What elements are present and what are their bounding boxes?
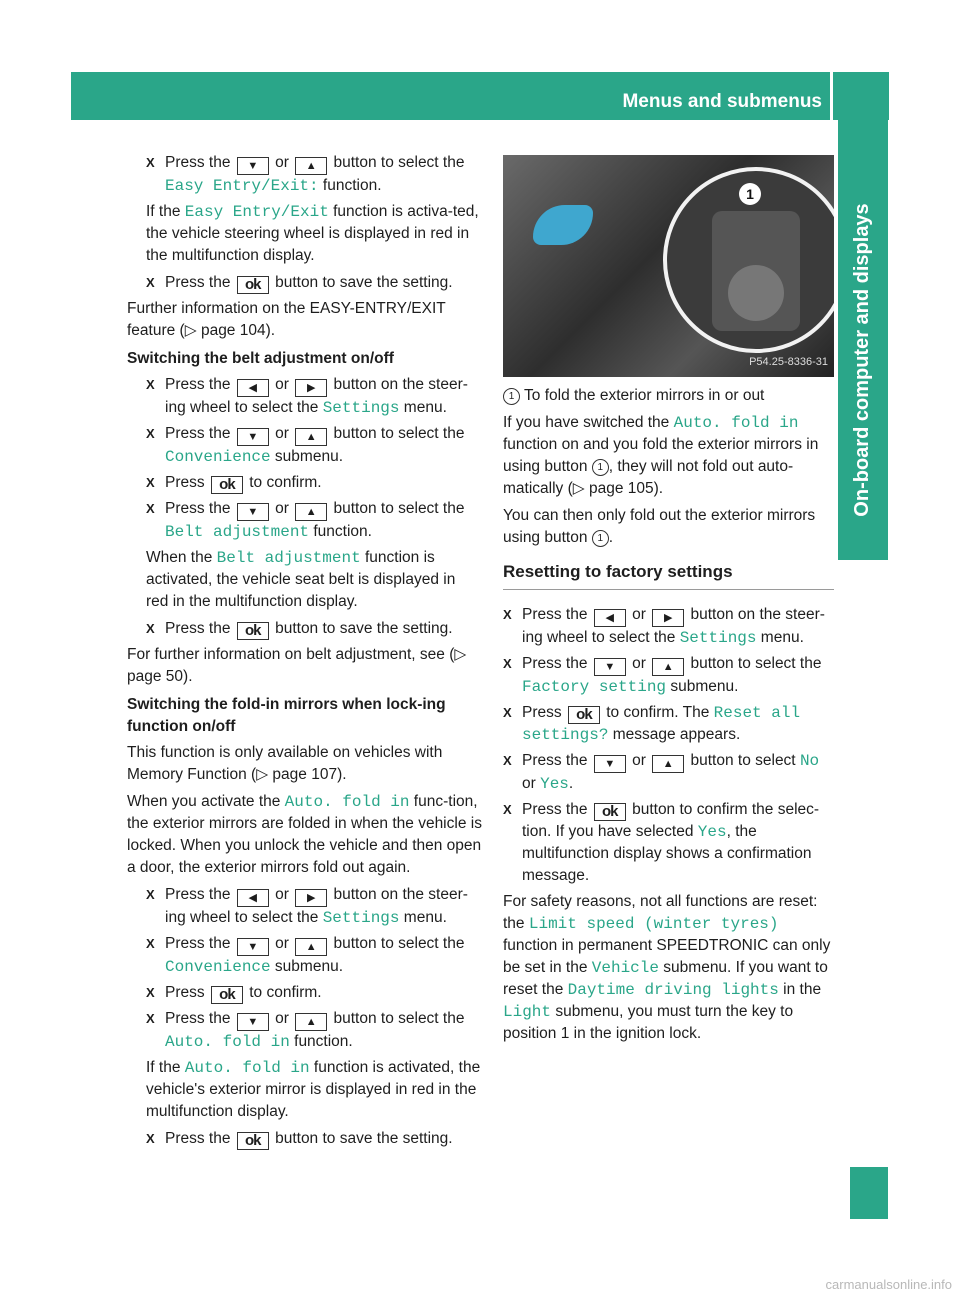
display-text: Auto. fold in — [165, 1033, 290, 1051]
display-text: Limit speed (winter tyres) — [528, 915, 779, 933]
text: button to confirm the selec-tion. If you have selected — [522, 801, 820, 840]
button-symbol: ▼ — [237, 503, 269, 521]
paragraph — [146, 1057, 482, 1123]
paragraph — [127, 644, 482, 688]
text: Further information on the EASY-ENTRY/EXIT feature (▷ page 104). — [127, 300, 446, 339]
text: Press the — [165, 935, 235, 952]
text: function is activated, the vehicle seat belt is displayed in red in the multifunction display. — [146, 549, 456, 610]
text: or — [270, 500, 294, 517]
text: Press the — [165, 425, 235, 442]
text: to confirm. The — [601, 704, 714, 721]
button-symbol: ok — [237, 276, 269, 294]
text: You can then only fold out the exterior mirrors using button — [503, 507, 816, 546]
button-symbol: ▼ — [594, 658, 626, 676]
text: button to select the — [329, 500, 465, 517]
button-symbol: ok — [568, 706, 600, 724]
button-symbol: ▼ — [237, 1013, 269, 1031]
mirror-adjust-pad — [728, 265, 784, 321]
text: submenu. — [270, 958, 344, 975]
text: button on the steer-ing wheel to select the — [165, 376, 468, 416]
instruction-step — [503, 604, 834, 649]
button-symbol: ▶ — [295, 379, 327, 397]
text: This function is only available on vehicles with Memory Function (▷ page 107). — [127, 744, 443, 783]
text: button on the steer-ing wheel to select the — [165, 886, 468, 926]
button-symbol: ok — [594, 803, 626, 821]
text: func-tion, the exterior mirrors are folded in when the vehicle is locked. When you unlock the vehicle and then open a door, the exterior mirrors fold out again. — [127, 793, 482, 876]
text: For further information on belt adjustment, see (▷ page 50). — [127, 646, 467, 685]
right-column — [503, 385, 834, 1050]
callout-reference: 1 — [503, 388, 520, 405]
button-symbol: ◀ — [594, 609, 626, 627]
text: If you have switched the — [503, 414, 674, 431]
text: button on the steer-ing wheel to select the — [522, 606, 825, 646]
text: . — [568, 775, 574, 792]
display-text: Auto. fold in — [184, 1059, 310, 1077]
instruction-step — [146, 982, 482, 1004]
text: Press the — [522, 606, 592, 623]
magnified-detail — [663, 167, 834, 353]
text: function is activa-ted, the vehicle steering wheel is displayed in red in the multifunction display. — [146, 203, 479, 264]
paragraph — [127, 298, 482, 342]
text: Press the — [165, 500, 235, 517]
instruction-step — [146, 472, 482, 494]
text: Press the — [165, 274, 235, 291]
instruction-step — [146, 272, 482, 294]
paragraph — [146, 547, 482, 613]
section-heading — [127, 694, 482, 738]
display-text: Settings — [322, 909, 400, 927]
display-text: Easy Entry/Exit — [184, 203, 329, 221]
text: Press the — [165, 1130, 235, 1147]
text: For safety reasons, not all functions are reset: the — [503, 893, 818, 932]
button-symbol: ▶ — [652, 609, 684, 627]
display-text: Daytime driving lights — [567, 981, 779, 999]
text: function on and you fold the exterior mirrors in using button — [503, 436, 819, 475]
text: . — [608, 529, 614, 546]
text: submenu, you must turn the key to position 1 in the ignition lock. — [503, 1003, 794, 1042]
display-text: Factory setting — [522, 678, 667, 696]
instruction-step — [146, 498, 482, 543]
section-title: Menus and submenus — [622, 91, 822, 112]
button-symbol: ok — [211, 986, 243, 1004]
display-text: Light — [503, 1003, 552, 1021]
text: button to select the — [686, 655, 822, 672]
text: menu. — [399, 399, 447, 416]
text: or — [522, 775, 541, 792]
button-symbol: ▼ — [237, 428, 269, 446]
text: to confirm. — [244, 984, 322, 1001]
display-text: Auto. fold in — [284, 793, 410, 811]
text: message appears. — [608, 726, 741, 743]
button-symbol: ▼ — [237, 157, 269, 175]
button-symbol: ◀ — [237, 889, 269, 907]
button-symbol: ok — [211, 476, 243, 494]
instruction-step — [503, 702, 834, 746]
fold-arrow-icon — [533, 205, 593, 245]
text: Press — [165, 984, 209, 1001]
instruction-step — [503, 750, 834, 795]
text: Press the — [165, 886, 235, 903]
paragraph — [503, 505, 834, 549]
text: Press the — [165, 376, 235, 393]
instruction-step — [146, 1008, 482, 1053]
text: submenu. If you want to reset the — [503, 959, 828, 998]
button-symbol: ok — [237, 622, 269, 640]
button-symbol: ◀ — [237, 379, 269, 397]
display-text: Settings — [322, 399, 400, 417]
text: Press the — [522, 655, 592, 672]
text: button to save the setting. — [270, 1130, 453, 1147]
display-text: Settings — [679, 629, 757, 647]
paragraph — [503, 891, 834, 1045]
photo-code: P54.25-8336-31 — [749, 356, 828, 368]
text: or — [270, 886, 294, 903]
text: If the — [146, 203, 185, 220]
instruction-step — [146, 1128, 482, 1150]
text: button to select the — [329, 154, 465, 171]
display-text: Yes — [540, 775, 569, 793]
left-column — [127, 152, 482, 1154]
display-text: Auto. fold in — [673, 414, 799, 432]
text: Press — [165, 474, 209, 491]
text: button to save the setting. — [270, 274, 453, 291]
text: Press — [522, 704, 566, 721]
paragraph — [503, 412, 834, 500]
text: or — [627, 606, 651, 623]
text: Press the — [522, 801, 592, 818]
button-symbol: ▼ — [594, 755, 626, 773]
button-symbol: ok — [237, 1132, 269, 1150]
header-divider — [830, 72, 833, 120]
paragraph — [503, 385, 834, 407]
display-text: Belt adjustment — [216, 549, 361, 567]
instruction-step — [146, 152, 482, 197]
text: Press the — [165, 620, 235, 637]
callout-reference: 1 — [592, 530, 609, 547]
display-text: Reset all settings? — [522, 704, 801, 744]
button-symbol: ▲ — [652, 658, 684, 676]
callout-reference: 1 — [592, 459, 609, 476]
display-text: Vehicle — [591, 959, 659, 977]
instruction-step — [146, 933, 482, 978]
button-symbol: ▲ — [295, 1013, 327, 1031]
text: , they will not fold out auto-matically (▷ page 105). — [503, 458, 794, 497]
paragraph — [146, 201, 482, 267]
paragraph — [127, 742, 482, 786]
display-text: Belt adjustment — [165, 523, 310, 541]
instruction-step — [146, 618, 482, 640]
text: submenu. — [270, 448, 344, 465]
text: or — [627, 655, 651, 672]
text: button to select the — [329, 935, 465, 952]
text: menu. — [399, 909, 447, 926]
button-symbol: ▲ — [295, 157, 327, 175]
button-symbol: ▲ — [295, 428, 327, 446]
button-symbol: ▲ — [295, 938, 327, 956]
text: submenu. — [666, 678, 739, 695]
text: Press the — [165, 154, 235, 171]
text: Press the — [165, 1010, 235, 1027]
text: Resetting to factory settings — [503, 562, 733, 581]
instruction-step — [146, 884, 482, 929]
paragraph — [127, 791, 482, 879]
text: function is activated, the vehicle's exterior mirror is displayed in red in the multifunction display. — [146, 1059, 481, 1120]
section-heading — [503, 561, 834, 590]
text: function. — [309, 523, 372, 540]
thumb-index-marker — [850, 1167, 888, 1219]
display-text: Yes — [697, 823, 727, 841]
display-text: Convenience — [165, 958, 271, 976]
text: function in permanent SPEEDTRONIC can only be set in the — [503, 937, 831, 976]
text: button to save the setting. — [270, 620, 453, 637]
text: to confirm. — [244, 474, 322, 491]
button-symbol: ▲ — [295, 503, 327, 521]
text: or — [270, 376, 294, 393]
text: in the — [778, 981, 822, 998]
text: Switching the fold-in mirrors when lock-ing function on/off — [127, 696, 446, 735]
text: or — [270, 1010, 294, 1027]
mirror-control-photo — [503, 155, 834, 377]
instruction-step — [503, 799, 834, 887]
button-symbol: ▶ — [295, 889, 327, 907]
text: To fold the exterior mirrors in or out — [520, 387, 765, 404]
text: If the — [146, 1059, 185, 1076]
text: When the — [146, 549, 217, 566]
section-heading — [127, 348, 482, 370]
text: function. — [289, 1033, 353, 1050]
text: function. — [318, 177, 382, 194]
text: or — [627, 752, 651, 769]
button-symbol: ▼ — [237, 938, 269, 956]
footer-watermark: carmanualsonline.info — [825, 1277, 952, 1292]
text: menu. — [756, 629, 804, 646]
text: button to select the — [329, 1010, 465, 1027]
text: or — [270, 425, 294, 442]
text: or — [270, 935, 294, 952]
text: When you activate the — [127, 793, 285, 810]
instruction-step — [503, 653, 834, 698]
display-text: Convenience — [165, 448, 271, 466]
instruction-step — [146, 423, 482, 468]
button-symbol: ▲ — [652, 755, 684, 773]
display-text: No — [799, 752, 820, 770]
mirror-switch-panel — [712, 211, 800, 331]
text: Switching the belt adjustment on/off — [127, 350, 394, 367]
text: , the multifunction display shows a confirmation message. — [522, 823, 812, 884]
instruction-step — [146, 374, 482, 419]
text: Press the — [522, 752, 592, 769]
callout-number: 1 — [739, 183, 761, 205]
text: button to select — [686, 752, 800, 769]
chapter-title: On-board computer and displays — [851, 203, 873, 517]
display-text: Easy Entry/Exit: — [165, 177, 319, 195]
text: button to select the — [329, 425, 465, 442]
text: or — [270, 154, 294, 171]
